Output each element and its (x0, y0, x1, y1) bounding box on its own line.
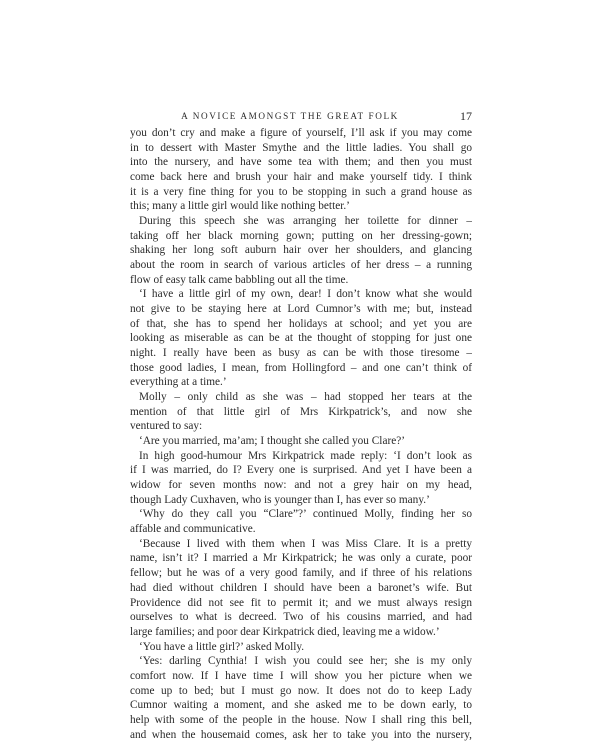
text-line: ‘I have a little girl of my own, dear! I don’t know what she would (139, 288, 472, 301)
text-line: ‘You have a little girl?’ asked Molly. (139, 640, 305, 653)
text-line: and when the housemaid comes, ask her to take you into the nursery, (130, 728, 472, 741)
text-line: though Lady Cuxhaven, who is younger than I, has ever so many.’ (130, 493, 430, 506)
text-line: taking off her black morning gown; putting on her dressing-gown; (130, 229, 472, 242)
text-line: mention of that little girl of Mrs Kirkpatrick’s, and now she (130, 405, 472, 418)
text-line: you don’t cry and make a figure of yourself, I’ll ask if you may come (130, 127, 472, 139)
text-line: if I was married, do I? Every one is surprised. And yet I have been a (130, 464, 472, 477)
text-line: During this speech she was arranging her toilette for dinner – (139, 215, 472, 228)
body-text (130, 126, 472, 742)
text-line: come back here and brush your hair and make yourself tidy. I think (130, 171, 472, 184)
text-line: Cumnor waiting a moment, and she asked me to be down early, to (130, 699, 472, 712)
page-number: 17 (460, 109, 472, 123)
text-line: everything at a time.’ (130, 376, 227, 389)
text-line: about the room in search of various articles of her dress – a running (130, 259, 472, 272)
text-line: widow for seven months now: and not a grey hair on my head, (130, 479, 472, 492)
text-line: night. I really have been as busy as can be with those tiresome – (130, 347, 472, 360)
text-line: looking as miserable as can be at the thought of stopping for just one (130, 332, 472, 345)
text-line: name, isn’t it? I married a Mr Kirkpatrick; he was only a curate, poor (130, 552, 472, 565)
text-line: ourselves to what is decreed. Two of his cousins married, and had (130, 611, 472, 624)
text-line: ventured to say: (130, 420, 203, 433)
text-line: ‘Because I lived with them when I was Miss Clare. It is a pretty (139, 537, 472, 550)
text-line: in to dessert with Master Smythe and the little ladies. You shall go (130, 141, 472, 154)
text-line: ‘Why do they call you “Clare”?’ continued Molly, finding her so (139, 508, 472, 521)
text-line: it is a very fine thing for you to be stopping in such a grand house as (130, 185, 472, 198)
text-line: Molly – only child as she was – had stopped her tears at the (139, 391, 472, 404)
text-line: those good ladies, I mean, from Hollingford – and one can’t think of (130, 361, 472, 374)
text-line: not give to be staying here at Lord Cumnor’s with me; but, instead (130, 303, 472, 316)
running-title: A NOVICE AMONGST THE GREAT FOLK (181, 111, 399, 121)
text-line: In high good-humour Mrs Kirkpatrick made reply: ‘I don’t look as (139, 449, 472, 462)
text-line: ‘Are you married, ma’am; I thought she called you Clare?’ (139, 435, 406, 448)
text-line: this; many a little girl would like nothing better.’ (130, 200, 350, 213)
text-line: had died without children I should have been a baronet’s wife. But (130, 581, 472, 594)
page-header (130, 108, 472, 124)
text-line: come up to bed; but I must go now. It does not do to keep Lady (130, 684, 472, 697)
text-line: Providence did not see fit to permit it; and we must always resign (130, 596, 472, 609)
text-line: shaking her long soft auburn hair over her shoulders, and glancing (130, 244, 472, 257)
text-line: help with some of the people in the house. Now I shall ring this bell, (130, 713, 472, 726)
text-line: ‘Yes: darling Cynthia! I wish you could see her; she is my only (139, 655, 472, 668)
text-line: affable and communicative. (130, 523, 256, 536)
text-line: large families; and poor dear Kirkpatrick died, leaving me a widow.’ (130, 625, 440, 638)
text-line: fellow; but he was of a very good family, and if three of his relations (130, 567, 472, 580)
text-line: into the nursery, and have some tea with them; and then you must (130, 156, 472, 169)
text-line: comfort now. If I have time I will show you her picture when we (130, 669, 472, 682)
text-line: flow of easy talk came babbling out all the time. (130, 273, 349, 286)
text-line: of that, she has to spend her holidays at school; and yet you are (130, 317, 472, 330)
